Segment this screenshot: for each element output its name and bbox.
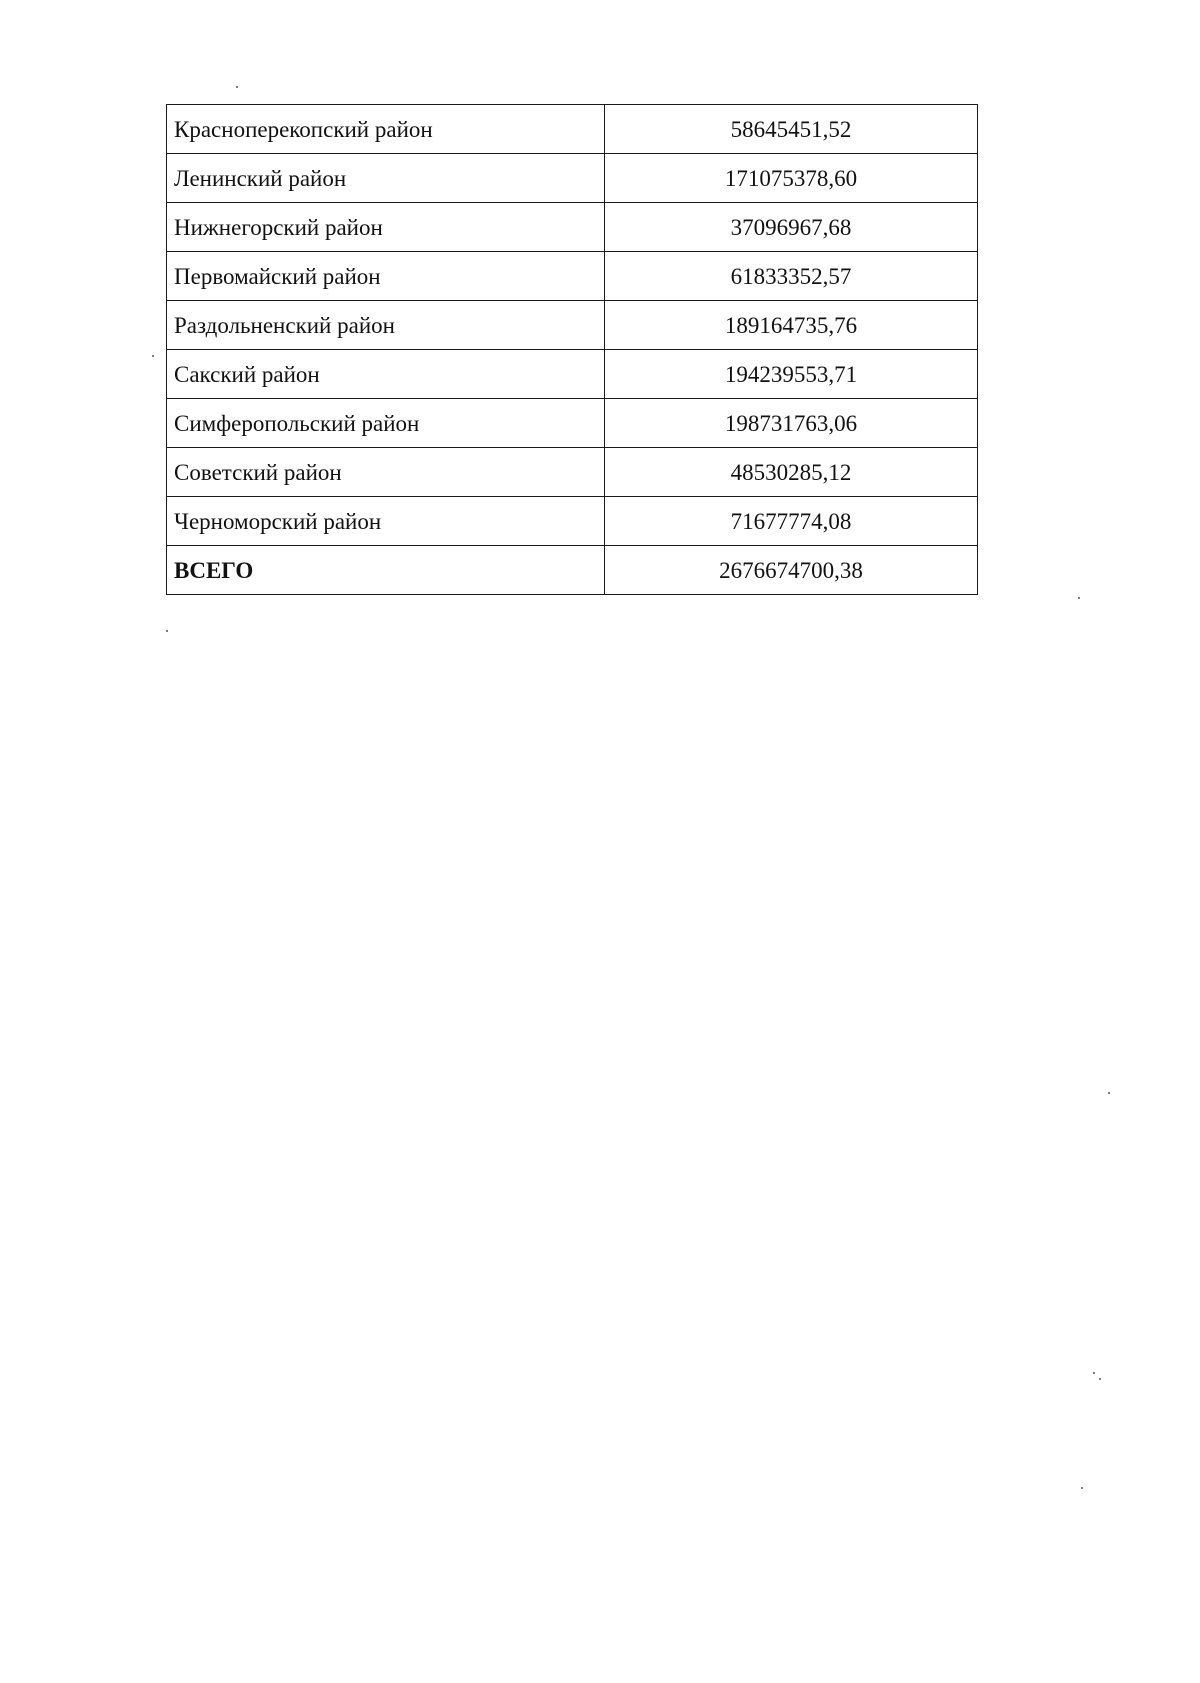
total-amount-cell: 2676674700,38 xyxy=(605,546,978,595)
district-name-cell: Черноморский район xyxy=(167,497,605,546)
district-name-cell: Первомайский район xyxy=(167,252,605,301)
amount-cell: 189164735,76 xyxy=(605,301,978,350)
scan-speck xyxy=(1081,1487,1083,1489)
amount-cell: 71677774,08 xyxy=(605,497,978,546)
amount-cell: 194239553,71 xyxy=(605,350,978,399)
amount-cell: 198731763,06 xyxy=(605,399,978,448)
table-row xyxy=(167,154,978,203)
table-body xyxy=(167,105,978,595)
total-row xyxy=(167,546,978,595)
table-row xyxy=(167,203,978,252)
district-name-cell: Симферопольский район xyxy=(167,399,605,448)
amount-cell: 171075378,60 xyxy=(605,154,978,203)
district-name-cell: Ленинский район xyxy=(167,154,605,203)
amount-cell: 58645451,52 xyxy=(605,105,978,154)
scan-speck xyxy=(1108,1092,1110,1094)
scan-speck xyxy=(1078,597,1080,599)
scan-speck xyxy=(1099,1378,1101,1380)
table-row xyxy=(167,350,978,399)
table-row xyxy=(167,301,978,350)
table-row xyxy=(167,448,978,497)
scan-speck xyxy=(1093,1372,1095,1374)
amount-cell: 61833352,57 xyxy=(605,252,978,301)
scan-speck xyxy=(236,86,238,88)
amount-cell: 37096967,68 xyxy=(605,203,978,252)
table-row xyxy=(167,399,978,448)
district-name-cell: Сакский район xyxy=(167,350,605,399)
scan-speck xyxy=(166,630,168,632)
district-name-cell: Красноперекопский район xyxy=(167,105,605,154)
table-row xyxy=(167,252,978,301)
table-row xyxy=(167,497,978,546)
total-label-cell: ВСЕГО xyxy=(167,546,605,595)
district-name-cell: Советский район xyxy=(167,448,605,497)
district-name-cell: Нижнегорский район xyxy=(167,203,605,252)
district-name-cell: Раздольненский район xyxy=(167,301,605,350)
district-amounts-table xyxy=(166,104,978,595)
amount-cell: 48530285,12 xyxy=(605,448,978,497)
table-row xyxy=(167,105,978,154)
scan-speck xyxy=(152,355,154,357)
